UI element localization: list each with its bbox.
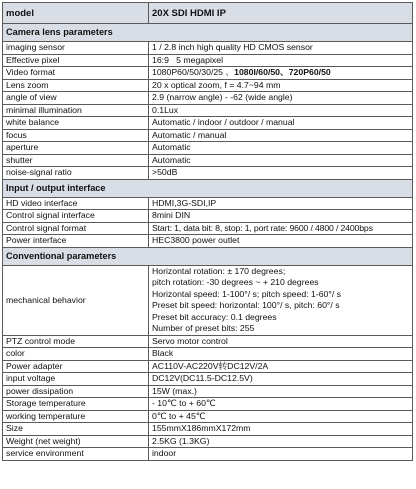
row-label: working temperature (3, 410, 149, 423)
row-value: AC110V-AC220V转DC12V/2A (149, 360, 413, 373)
table-row (3, 235, 413, 248)
row-label: angle of view (3, 92, 149, 105)
row-label: input voltage (3, 373, 149, 386)
mechanical-line: Preset bit speed: horizontal: 100°/ s, pitch: 60°/ s (152, 300, 340, 310)
row-label: Video format (3, 67, 149, 80)
row-value: 0℃ to + 45℃ (149, 410, 413, 423)
table-row (3, 142, 413, 155)
row-label: Power adapter (3, 360, 149, 373)
model-row (3, 3, 413, 24)
row-value: 0.1Lux (149, 104, 413, 117)
row-label: focus (3, 129, 149, 142)
video-format-plain: 1080P60/50/30/25 、 (152, 67, 235, 78)
row-value: Start: 1, data bit: 8, stop: 1, port rate: 9600 / 4800 / 2400bps (149, 222, 413, 235)
row-value: 1 / 2.8 inch high quality HD CMOS sensor (149, 42, 413, 55)
row-label: white balance (3, 117, 149, 130)
row-label: HD video interface (3, 197, 149, 210)
row-value: 155mmX186mmX172mm (149, 423, 413, 436)
section-title: Input / output interface (3, 179, 413, 197)
row-label: Power interface (3, 235, 149, 248)
table-row (3, 54, 413, 67)
table-row (3, 360, 413, 373)
table-row (3, 210, 413, 223)
row-label: power dissipation (3, 385, 149, 398)
row-value: Automatic / manual (149, 129, 413, 142)
row-label: color (3, 348, 149, 361)
row-value: HEC3800 power outlet (149, 235, 413, 248)
row-label: Storage temperature (3, 398, 149, 411)
mechanical-line: pitch rotation: -30 degrees ~ + 210 degrees (152, 277, 319, 287)
table-row (3, 129, 413, 142)
table-row (3, 410, 413, 423)
section-title: Conventional parameters (3, 247, 413, 265)
mechanical-line: Preset bit accuracy: 0.1 degrees (152, 311, 277, 322)
table-row (3, 67, 413, 80)
section-io (3, 179, 413, 197)
row-value: 20 x optical zoom, f = 4.7~94 mm (149, 79, 413, 92)
table-row (3, 435, 413, 448)
row-label: Control signal format (3, 222, 149, 235)
row-label: PTZ control mode (3, 335, 149, 348)
spec-sheet (2, 2, 412, 461)
model-label: model (3, 3, 149, 24)
table-row (3, 335, 413, 348)
row-value: 15W (max.) (149, 385, 413, 398)
section-title: Camera lens parameters (3, 24, 413, 42)
mechanical-lines (149, 265, 413, 335)
mechanical-line: Horizontal speed: 1-100°/ s; pitch speed: 1-60°/ s (152, 288, 342, 299)
row-label: noise-signal ratio (3, 167, 149, 180)
table-row (3, 385, 413, 398)
table-row (3, 448, 413, 461)
row-value: HDMI,3G-SDI,IP (149, 197, 413, 210)
section-camera-lens (3, 24, 413, 42)
mechanical-line: Number of preset bits: 255 (152, 323, 255, 333)
table-row (3, 348, 413, 361)
row-value: 2.5KG (1.3KG) (149, 435, 413, 448)
row-value: Automatic / indoor / outdoor / manual (149, 117, 413, 130)
mechanical-line: Horizontal rotation: ± 170 degrees; (152, 265, 286, 276)
table-row (3, 42, 413, 55)
table-row (3, 265, 413, 335)
row-label: service environment (3, 448, 149, 461)
row-label: Lens zoom (3, 79, 149, 92)
row-label: mechanical behavior (3, 265, 149, 335)
row-label: Weight (net weight) (3, 435, 149, 448)
row-value: - 10℃ to + 60℃ (149, 398, 413, 411)
row-value: Servo motor control (149, 335, 413, 348)
row-value: 8mini DIN (149, 210, 413, 223)
row-label: imaging sensor (3, 42, 149, 55)
table-row (3, 423, 413, 436)
table-row (3, 167, 413, 180)
row-value: DC12V(DC11.5-DC12.5V) (149, 373, 413, 386)
table-row (3, 79, 413, 92)
table-row (3, 92, 413, 105)
row-value: indoor (149, 448, 413, 461)
row-label: Effective pixel (3, 54, 149, 67)
model-value: 20X SDI HDMI IP (149, 3, 413, 24)
row-value (149, 67, 413, 80)
spec-table (2, 2, 413, 461)
row-label: shutter (3, 154, 149, 167)
table-row (3, 373, 413, 386)
table-row (3, 197, 413, 210)
table-row (3, 222, 413, 235)
row-value: >50dB (149, 167, 413, 180)
row-label: minimal illumination (3, 104, 149, 117)
table-row (3, 104, 413, 117)
table-row (3, 117, 413, 130)
row-value: Black (149, 348, 413, 361)
row-value: 16:9 5 megapixel (149, 54, 413, 67)
section-conventional (3, 247, 413, 265)
video-format-bold: 1080I/60/50、720P60/50 (234, 67, 331, 78)
row-value: Automatic (149, 142, 413, 155)
row-label: Size (3, 423, 149, 436)
row-value: 2.9 (narrow angle) - -62 (wide angle) (149, 92, 413, 105)
table-row (3, 154, 413, 167)
row-label: aperture (3, 142, 149, 155)
row-label: Control signal interface (3, 210, 149, 223)
row-value: Automatic (149, 154, 413, 167)
table-row (3, 398, 413, 411)
